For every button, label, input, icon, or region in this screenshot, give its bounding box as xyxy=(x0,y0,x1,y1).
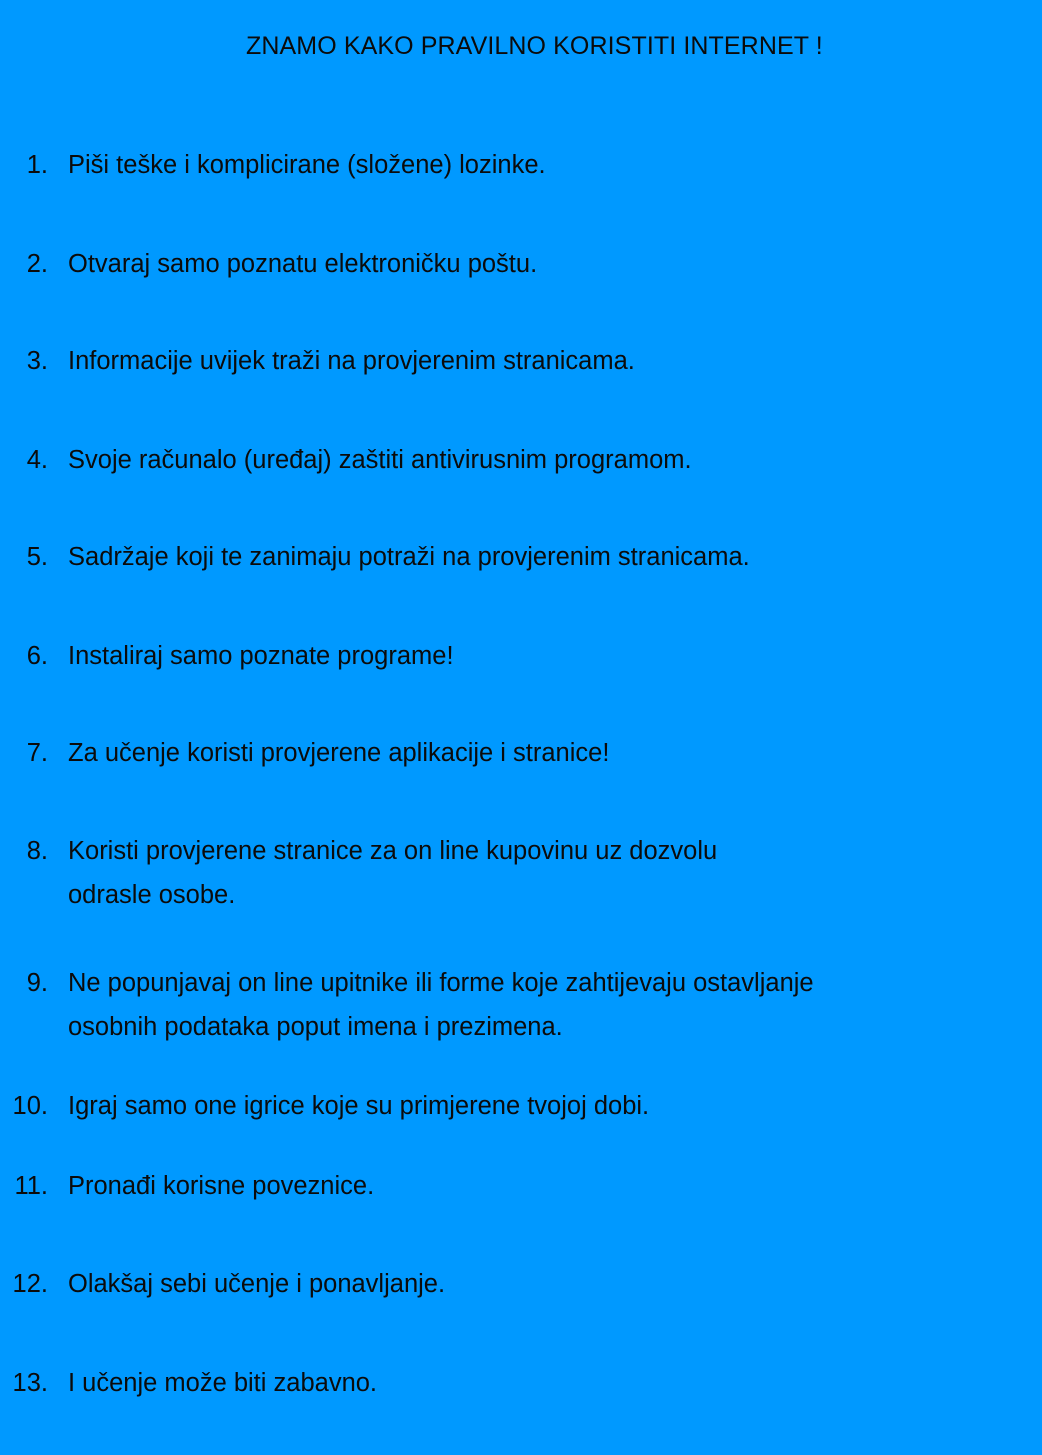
list-item-text xyxy=(68,1262,1028,1306)
list-item-line: Instaliraj samo poznate programe! xyxy=(68,642,454,670)
list-item-line: Svoje računalo (uređaj) zaštiti antivirusnim programom. xyxy=(68,446,692,474)
list-item-line: Piši teške i komplicirane (složene) lozinke. xyxy=(68,151,546,179)
list-item-text xyxy=(68,1361,1028,1405)
list-item-number: 3. xyxy=(26,347,48,375)
list-item-line: Igraj samo one igrice koje su primjerene tvojoj dobi. xyxy=(68,1092,650,1120)
list-item-text xyxy=(68,242,1028,286)
list-item-line: Olakšaj sebi učenje i ponavljanje. xyxy=(68,1270,446,1298)
list-item-line: Ne popunjavaj on line upitnike ili forme koje zahtijevaju ostavljanje xyxy=(68,969,814,997)
list-item-number: 8. xyxy=(26,837,48,865)
list-item-number: 9. xyxy=(26,969,48,997)
list-item-number: 7. xyxy=(26,739,48,767)
list-item-line: Pronađi korisne poveznice. xyxy=(68,1172,375,1200)
list-item-line: Koristi provjerene stranice za on line kupovinu uz dozvolu xyxy=(68,837,718,865)
list-item-text xyxy=(68,731,1028,775)
list-item-number: 4. xyxy=(26,446,48,474)
list-item-text xyxy=(68,339,1028,383)
list-item-number: 5. xyxy=(26,543,48,571)
list-item-number: 11. xyxy=(14,1172,48,1200)
list-item-text xyxy=(68,143,1028,187)
list-item-line: Sadržaje koji te zanimaju potraži na provjerenim stranicama. xyxy=(68,543,750,571)
list-item-line: I učenje može biti zabavno. xyxy=(68,1369,378,1397)
list-item-line: Za učenje koristi provjerene aplikacije i stranice! xyxy=(68,739,610,767)
list-item-text xyxy=(68,634,1028,678)
list-item-line: Otvaraj samo poznatu elektroničku poštu. xyxy=(68,250,538,278)
list-item-text xyxy=(68,829,1028,917)
list-item-text xyxy=(68,1164,1028,1208)
list-item-number: 12. xyxy=(12,1270,48,1298)
list-item-line: osobnih podataka poput imena i prezimena. xyxy=(68,1013,563,1041)
list-item-text xyxy=(68,961,1028,1049)
list-item-text xyxy=(68,535,1028,579)
list-item-number: 2. xyxy=(26,250,48,278)
list-item-line: odrasle osobe. xyxy=(68,881,236,909)
list-item-number: 13. xyxy=(12,1369,48,1397)
page-title: ZNAMO KAKO PRAVILNO KORISTITI INTERNET ! xyxy=(246,32,823,60)
list-item-number: 1. xyxy=(26,151,48,179)
list-item-text xyxy=(68,1084,1028,1128)
list-item-text xyxy=(68,438,1028,482)
list-item-line: Informacije uvijek traži na provjerenim stranicama. xyxy=(68,347,635,375)
list-item-number: 6. xyxy=(26,642,48,670)
list-item-number: 10. xyxy=(12,1092,48,1120)
